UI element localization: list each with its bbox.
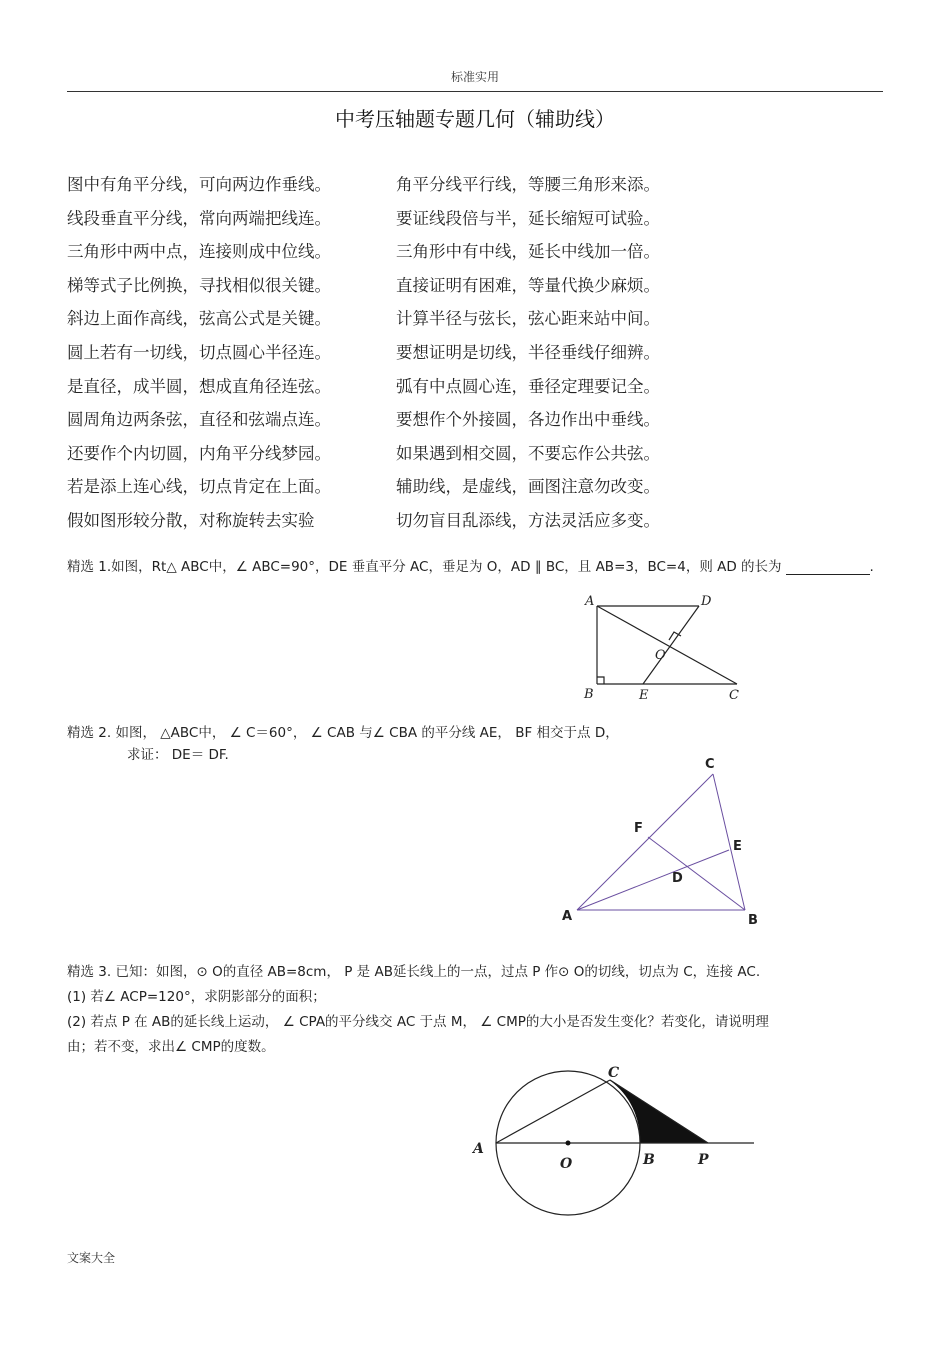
verse-row [67,474,883,508]
verse-left: 还要作个内切圆，内角平分线梦园。 [67,443,331,463]
label-A: A [473,1141,484,1157]
problem-3-text: 精选 3. 已知：如图，⊙ O的直径 AB=8cm， P 是 AB延长线上的一点，过点 P 作⊙ O的切线，切点为 C，连接 AC. [67,964,761,980]
verse-left: 圆周角边两条弦，直径和弦端点连。 [67,410,331,430]
problem-2-text: 精选 2. 如图， △ABC中， ∠ C＝60°， ∠ CAB 与∠ CBA 的平分线 AE， BF 相交于点 D， [67,725,619,741]
verse-right: 直接证明有困难，等量代换少麻烦。 [396,275,660,295]
label-D: D [672,871,683,886]
problem-1-text [67,555,874,575]
verse-row [67,374,883,408]
verse-row [67,273,883,307]
verse-right: 要想作个外接圆，各边作出中垂线。 [396,410,660,430]
label-A: A [562,909,573,924]
verse-row [67,441,883,475]
verse-right: 要证线段倍与半，延长缩短可试验。 [396,208,660,228]
verse-right: 三角形中有中线，延长中线加一倍。 [396,242,660,262]
verse-right: 角平分线平行线，等腰三角形来添。 [396,175,660,194]
verse-right: 弧有中点圆心连，垂径定理要记全。 [396,376,660,396]
label-B: B [643,1152,655,1168]
segment-AC [577,774,713,910]
problem-3-part-1: (1) 若∠ ACP=120°，求阴影部分的面积； [67,989,326,1005]
page-header: 标准实用 [450,70,499,84]
verse-right: 如果遇到相交圆，不要忘作公共弦。 [396,443,660,463]
problem-1-statement: 精选 1.如图，Rt△ ABC中，∠ ABC=90°，DE 垂直平分 AC，垂足为 O，AD ∥ BC，且 AB=3，BC=4，则 AD 的长为 [67,559,782,575]
verse-left: 是直径，成半圆，想成直角径连弦。 [67,376,331,396]
segment-AE [577,850,729,910]
center-point [566,1141,571,1146]
label-E: E [733,839,742,854]
verse-row [67,172,883,206]
problem-2-prove: 求证： DE＝ DF. [127,747,229,763]
verse-row [67,508,883,542]
segment-DE [643,606,699,684]
label-E: E [639,688,649,703]
label-F: F [634,821,643,836]
figure-2 [555,752,775,932]
verse-left: 图中有角平分线，可向两边作垂线。 [67,175,331,194]
page-footer: 文案大全 [67,1251,116,1265]
figure-1 [575,588,755,706]
header-divider [67,91,883,92]
verse-left: 若是添上连心线，切点肯定在上面。 [67,477,331,497]
label-D: D [701,594,712,609]
verse-right: 计算半径与弦长，弦心距来站中间。 [396,309,660,329]
verse-row [67,340,883,374]
verse-left: 三角形中两中点，连接则成中位线。 [67,242,331,262]
verse-row [67,239,883,273]
answer-blank [786,560,870,575]
verse-left: 假如图形较分散，对称旋转去实验 [67,510,315,530]
problem-3-part-2-cont: 由；若不变，求出∠ CMP的度数。 [67,1039,275,1055]
verse-row [67,206,883,240]
label-A: A [585,594,595,609]
label-C: C [729,688,739,703]
verse-left: 梯等式子比例换，寻找相似很关键。 [67,275,331,295]
verse-right: 切勿盲目乱添线，方法灵活应多变。 [396,510,660,530]
verse-right: 要想证明是切线，半径垂线仔细辨。 [396,342,660,362]
segment-AC [597,606,737,684]
figure-3 [462,1060,762,1222]
right-angle-mark-B [597,677,604,684]
label-C: C [705,757,715,772]
label-O: O [655,648,666,663]
verse-left: 线段垂直平分线，常向两端把线连。 [67,208,331,228]
verse-list [67,172,883,542]
problem-3-part-2: (2) 若点 P 在 AB的延长线上运动， ∠ CPA的平分线交 AC 于点 M， ∠ CMP的大小是否发生变化？若变化，请说明理 [67,1014,769,1030]
verse-left: 斜边上面作高线，弦高公式是关键。 [67,309,331,329]
verse-row [67,407,883,441]
label-B: B [584,687,594,702]
problem-1-end: . [869,559,874,575]
verse-left: 圆上若有一切线，切点圆心半径连。 [67,342,331,362]
label-O: O [560,1156,573,1172]
label-P: P [698,1152,709,1168]
page-title: 中考压轴题专题几何（辅助线） [335,107,615,131]
verse-row [67,306,883,340]
verse-right: 辅助线，是虚线，画图注意勿改变。 [396,477,660,497]
segment-AC [496,1080,610,1143]
label-C: C [608,1065,620,1081]
label-B: B [748,913,758,928]
